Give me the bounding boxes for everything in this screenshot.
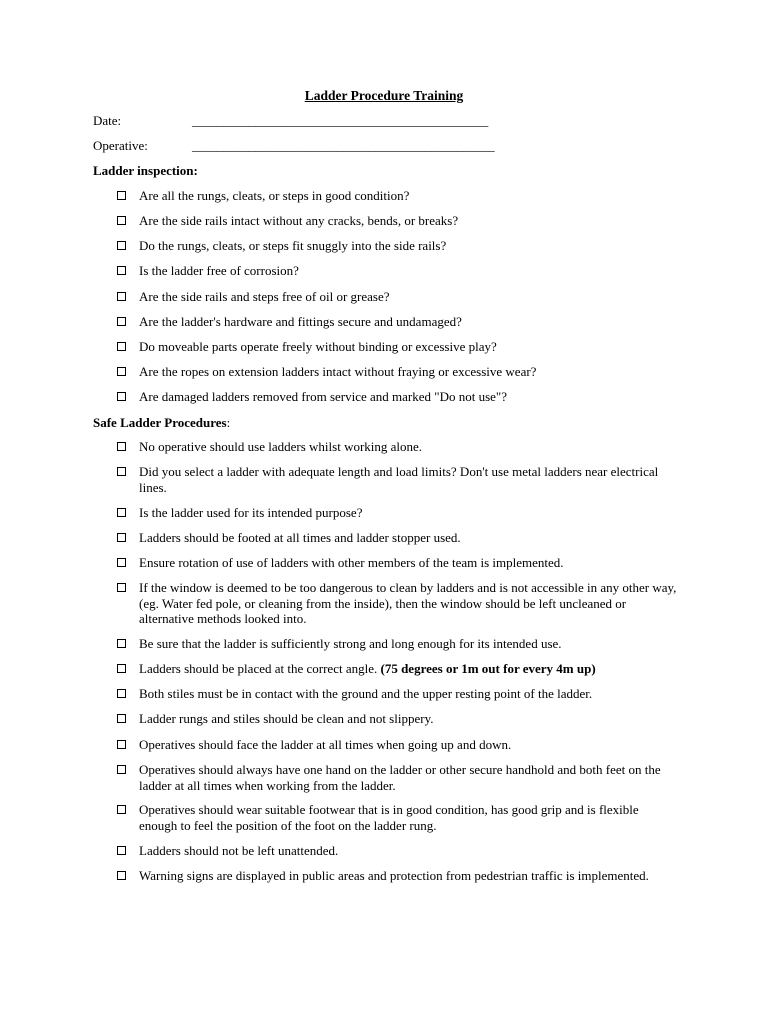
date-field	[93, 113, 693, 129]
inspection-item-text	[139, 289, 679, 305]
date-label: Date:	[93, 113, 122, 128]
inspection-item-label: Are damaged ladders removed from service and marked "Do not use"?	[139, 389, 507, 404]
checkbox[interactable]	[117, 191, 126, 200]
inspection-heading: Ladder inspection:	[93, 163, 198, 178]
checkbox[interactable]	[117, 805, 126, 814]
procedure-item-text	[139, 762, 679, 793]
inspection-item-text	[139, 364, 679, 380]
procedures-heading-suffix: :	[226, 415, 231, 430]
procedure-item-label: Ladders should be placed at the correct angle.	[139, 661, 381, 676]
procedure-item-label: Be sure that the ladder is sufficiently strong and long enough for its intended use.	[139, 636, 562, 651]
inspection-item-label: Do the rungs, cleats, or steps fit snuggly into the side rails?	[139, 238, 447, 253]
checkbox[interactable]	[117, 392, 126, 401]
procedure-item-label: No operative should use ladders whilst working alone.	[139, 439, 423, 454]
procedure-item-label: Operatives should wear suitable footwear that is in good condition, has good grip and is flexible enough to feel the position of the foot on the ladder rung.	[139, 802, 639, 833]
inspection-item-label: Is the ladder free of corrosion?	[139, 263, 299, 278]
inspection-item-label: Are the ladder's hardware and fittings secure and undamaged?	[139, 314, 462, 329]
checkbox[interactable]	[117, 846, 126, 855]
checkbox[interactable]	[117, 765, 126, 774]
procedure-item-label: If the window is deemed to be too dangerous to clean by ladders and is not accessible in any other way, (eg. Water fed pole, or cleaning from the inside), then the window should be left uncleaned or alternative methods looked into.	[139, 580, 677, 626]
procedure-item-label: Operatives should always have one hand on the ladder or other secure handhold and both feet on the ladder at all times when working from the ladder.	[139, 762, 661, 793]
inspection-item-text	[139, 188, 679, 204]
checkbox[interactable]	[117, 292, 126, 301]
procedure-item-label: Operatives should face the ladder at all times when going up and down.	[139, 737, 512, 752]
inspection-item-text	[139, 389, 679, 405]
procedures-heading	[93, 415, 230, 431]
inspection-item-text	[139, 238, 679, 254]
inspection-item-label: Are the side rails intact without any cracks, bends, or breaks?	[139, 213, 459, 228]
inspection-item-text	[139, 213, 679, 229]
checkbox[interactable]	[117, 533, 126, 542]
checkbox[interactable]	[117, 583, 126, 592]
checkbox[interactable]	[117, 714, 126, 723]
procedure-item-label: Is the ladder used for its intended purpose?	[139, 505, 363, 520]
procedure-item-text	[139, 661, 679, 677]
procedure-item-text	[139, 580, 679, 627]
checkbox[interactable]	[117, 740, 126, 749]
checkbox[interactable]	[117, 558, 126, 567]
procedure-item-text	[139, 802, 679, 833]
page-title: Ladder Procedure Training	[304, 88, 464, 103]
procedure-item-text	[139, 711, 679, 727]
checkbox[interactable]	[117, 871, 126, 880]
procedure-item-text	[139, 636, 679, 652]
procedure-item-text	[139, 439, 679, 455]
inspection-item-label: Are the ropes on extension ladders intact without fraying or excessive wear?	[139, 364, 537, 379]
checkbox[interactable]	[117, 639, 126, 648]
inspection-item-text	[139, 263, 679, 279]
checkbox[interactable]	[117, 266, 126, 275]
checkbox[interactable]	[117, 664, 126, 673]
inspection-item-text	[139, 314, 679, 330]
inspection-item-label: Are all the rungs, cleats, or steps in good condition?	[139, 188, 410, 203]
checkbox[interactable]	[117, 216, 126, 225]
procedure-item-label: Ladders should not be left unattended.	[139, 843, 339, 858]
operative-blank-line[interactable]: ________________________________________________	[192, 138, 495, 153]
operative-field	[93, 138, 693, 154]
procedure-item-text	[139, 843, 679, 859]
checkbox[interactable]	[117, 241, 126, 250]
procedure-item-label: Ensure rotation of use of ladders with other members of the team is implemented.	[139, 555, 564, 570]
procedure-item-text	[139, 555, 679, 571]
checkbox[interactable]	[117, 317, 126, 326]
procedure-item-label: Ladder rungs and stiles should be clean and not slippery.	[139, 711, 434, 726]
checkbox[interactable]	[117, 342, 126, 351]
procedure-item-label: Both stiles must be in contact with the ground and the upper resting point of the ladder.	[139, 686, 593, 701]
inspection-item-label: Do moveable parts operate freely without binding or excessive play?	[139, 339, 497, 354]
procedure-item-label: Did you select a ladder with adequate length and load limits? Don't use metal ladders near electrical lines.	[139, 464, 659, 495]
inspection-item-label: Are the side rails and steps free of oil or grease?	[139, 289, 390, 304]
procedure-item-text	[139, 868, 679, 884]
operative-label: Operative:	[93, 138, 148, 153]
checkbox[interactable]	[117, 508, 126, 517]
procedures-heading-text: Safe Ladder Procedures	[93, 415, 227, 430]
procedure-item-text	[139, 686, 679, 702]
procedure-item-text	[139, 737, 679, 753]
procedure-item-text	[139, 464, 679, 495]
inspection-item-text	[139, 339, 679, 355]
checkbox[interactable]	[117, 367, 126, 376]
procedure-item-label: Ladders should be footed at all times and ladder stopper used.	[139, 530, 461, 545]
procedure-item-text	[139, 505, 679, 521]
date-blank-line[interactable]: _______________________________________________	[192, 113, 489, 128]
procedure-item-emphasis: (75 degrees or 1m out for every 4m up)	[380, 661, 596, 676]
procedure-item-label: Warning signs are displayed in public areas and protection from pedestrian traffic is implemented.	[139, 868, 649, 883]
procedure-item-text	[139, 530, 679, 546]
checkbox[interactable]	[117, 689, 126, 698]
checkbox[interactable]	[117, 467, 126, 476]
checkbox[interactable]	[117, 442, 126, 451]
